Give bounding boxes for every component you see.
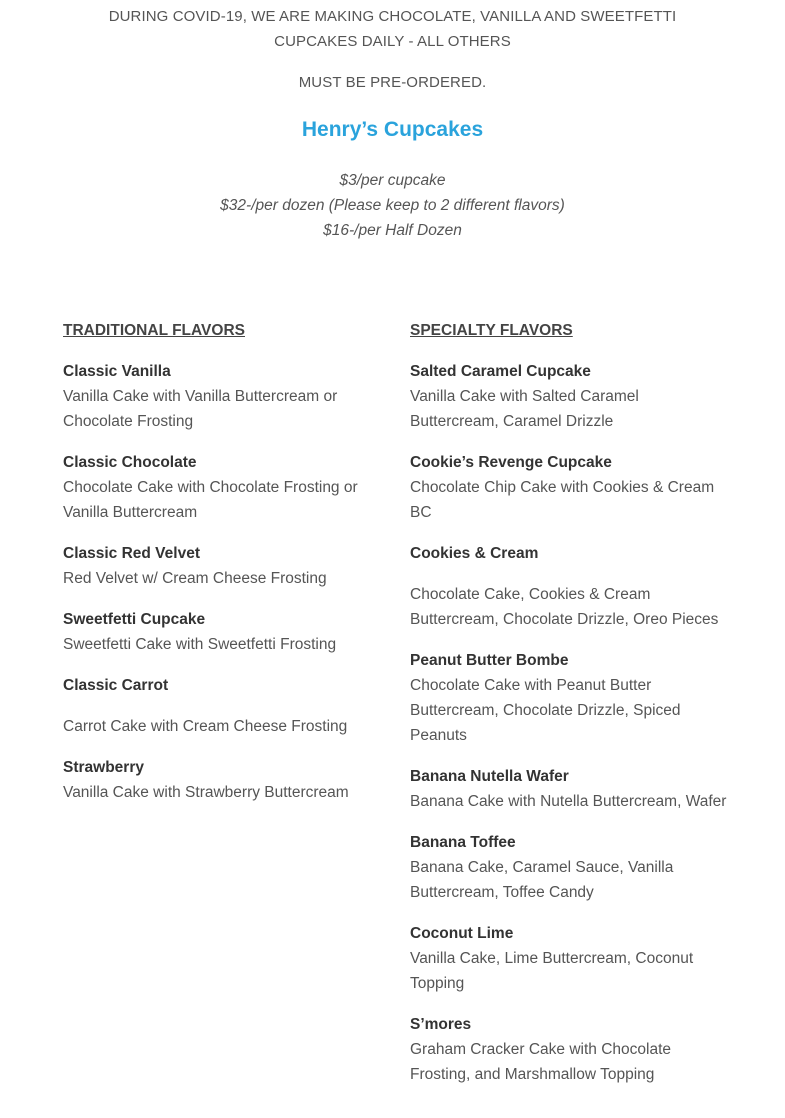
price-list	[0, 168, 785, 243]
flavor-description: Vanilla Cake, Lime Buttercream, Coconut Topping	[410, 950, 694, 992]
flavor-name: Coconut Lime	[410, 925, 514, 942]
flavor-name: Classic Vanilla	[63, 363, 171, 380]
flavor-name: Sweetfetti Cupcake	[63, 611, 206, 628]
page-title: Henry’s Cupcakes	[301, 118, 484, 141]
notice-line-1: DURING COVID-19, WE ARE MAKING CHOCOLATE, VANILLA AND SWEETFETTI CUPCAKES DAILY - ALL OTHERS	[108, 8, 677, 50]
flavor-name: Classic Carrot	[63, 677, 169, 694]
flavor-description: Graham Cracker Cake with Chocolate Frosting, and Marshmallow Topping	[410, 1041, 672, 1083]
flavor-item	[63, 359, 373, 434]
flavor-item	[63, 450, 373, 525]
flavor-item	[63, 541, 373, 591]
flavor-description: Chocolate Cake with Peanut Butter Buttercream, Chocolate Drizzle, Spiced Peanuts	[410, 677, 681, 744]
flavor-description: Banana Cake, Caramel Sauce, Vanilla Buttercream, Toffee Candy	[410, 859, 674, 901]
flavor-item	[410, 830, 730, 905]
flavor-description: Vanilla Cake with Vanilla Buttercream or Chocolate Frosting	[63, 388, 338, 430]
flavor-item	[63, 673, 373, 739]
flavor-description: Red Velvet w/ Cream Cheese Frosting	[63, 570, 327, 587]
flavor-name: Salted Caramel Cupcake	[410, 363, 591, 380]
flavor-item	[410, 359, 730, 434]
flavor-name: Strawberry	[63, 759, 144, 776]
flavor-description: Chocolate Chip Cake with Cookies & Cream BC	[410, 479, 715, 521]
flavor-name: S’mores	[410, 1016, 472, 1033]
price-dozen: $32-/per dozen (Please keep to 2 different flavors)	[220, 197, 565, 214]
flavor-description: Sweetfetti Cake with Sweetfetti Frosting	[63, 636, 337, 653]
flavor-name: Cookies & Cream	[410, 545, 539, 562]
flavor-description: Vanilla Cake with Strawberry Buttercream	[63, 784, 349, 801]
flavor-description: Chocolate Cake, Cookies & Cream Buttercream, Chocolate Drizzle, Oreo Pieces	[410, 586, 719, 628]
flavor-item	[63, 607, 373, 657]
flavor-description: Banana Cake with Nutella Buttercream, Wafer	[410, 793, 727, 810]
flavor-name: Cookie’s Revenge Cupcake	[410, 454, 612, 471]
flavor-name: Classic Red Velvet	[63, 545, 200, 562]
notice-line-2: MUST BE PRE-ORDERED.	[298, 74, 487, 91]
price-single: $3/per cupcake	[339, 172, 446, 189]
price-half-dozen: $16-/per Half Dozen	[323, 222, 462, 239]
flavor-item	[410, 921, 730, 996]
flavor-item	[410, 541, 730, 632]
flavor-item	[63, 755, 373, 805]
specialty-flavors-column	[410, 318, 730, 1103]
traditional-flavors-column	[63, 318, 373, 821]
flavor-name: Banana Toffee	[410, 834, 516, 851]
flavor-item	[410, 764, 730, 814]
flavor-name: Banana Nutella Wafer	[410, 768, 569, 785]
flavor-description: Carrot Cake with Cream Cheese Frosting	[63, 718, 348, 735]
flavor-item	[410, 450, 730, 525]
flavor-description: Chocolate Cake with Chocolate Frosting or Vanilla Buttercream	[63, 479, 358, 521]
traditional-flavors-heading: TRADITIONAL FLAVORS	[63, 322, 245, 339]
flavor-item	[410, 648, 730, 748]
flavor-name: Classic Chocolate	[63, 454, 197, 471]
flavor-description: Vanilla Cake with Salted Caramel Buttercream, Caramel Drizzle	[410, 388, 639, 430]
flavor-name: Peanut Butter Bombe	[410, 652, 569, 669]
specialty-flavors-heading: SPECIALTY FLAVORS	[410, 322, 573, 339]
flavor-item	[410, 1012, 730, 1087]
